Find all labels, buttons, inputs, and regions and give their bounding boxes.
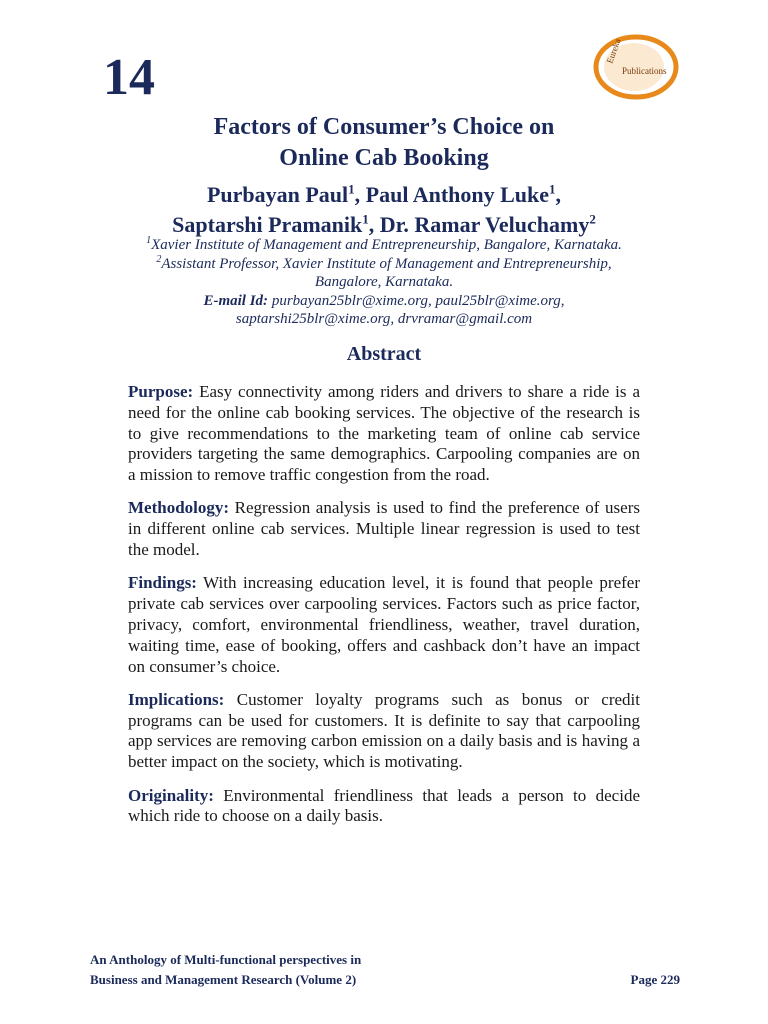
affiliation-1-sup: 1 xyxy=(146,235,152,246)
authors xyxy=(0,180,768,240)
purpose-label: Purpose: xyxy=(128,382,194,401)
chapter-number: 14 xyxy=(103,49,155,106)
implications-text: Customer loyalty programs such as bonus or credit programs can be used for customers. It is definite to say that carpooling app services are removing carbon emission on a daily basis and is having a better impact on the society, which is motivating. xyxy=(128,689,640,772)
publisher-logo xyxy=(592,34,680,100)
affiliation-1-text: Xavier Institute of Management and Entrepreneurship, Bangalore, Karnataka. xyxy=(151,237,622,253)
originality-label: Originality: xyxy=(128,785,214,805)
email-line-1 xyxy=(0,292,768,311)
page-number: Page 229 xyxy=(630,972,680,987)
title-line-2: Online Cab Booking xyxy=(279,145,489,171)
abstract-heading: Abstract xyxy=(346,343,422,365)
footer-line-1: An Anthology of Multi-functional perspectives in xyxy=(90,952,362,967)
author-4-sup: 2 xyxy=(589,211,596,227)
author-2-tail: , xyxy=(555,182,562,207)
abstract-originality xyxy=(128,786,640,828)
email-label: E-mail Id: xyxy=(203,292,269,309)
logo-text-eureka: Eureka xyxy=(604,37,623,65)
email-line-2: saptarshi25blr@xime.org, drvramar@gmail.com xyxy=(235,311,533,327)
findings-label: Findings: xyxy=(128,573,197,593)
originality-text: Environmental friendliness that leads a person to decide which ride to choose on a daily basis. xyxy=(128,785,640,826)
implications-label: Implications: xyxy=(128,689,225,709)
affiliation-1 xyxy=(0,236,768,255)
affiliation-2-text: Assistant Professor, Xavier Institute of Management and Entrepreneurship, xyxy=(161,255,612,272)
author-2: , Paul Anthony Luke xyxy=(354,182,550,207)
email-list-1: purbayan25blr@xime.org, paul25blr@xime.org, xyxy=(268,292,565,309)
title-line-1: Factors of Consumer’s Choice on xyxy=(213,114,555,140)
abstract-implications xyxy=(128,690,640,773)
abstract-findings xyxy=(128,573,640,677)
author-3-sup: 1 xyxy=(362,211,369,227)
authors-line-1 xyxy=(0,180,768,210)
author-4: , Dr. Ramar Veluchamy xyxy=(368,212,590,237)
findings-text: With increasing education level, it is found that people prefer private cab services over carpooling services. Factors such as price factor, privacy, comfort, environmental friendliness, weather, travel duration, waiting time, ease of booking, offers and cashback don’t have an impact on consumer’s choice. xyxy=(128,573,640,676)
affiliation-2-sup: 2 xyxy=(156,253,162,265)
abstract-body xyxy=(128,382,640,840)
footer-book-title xyxy=(90,950,361,990)
logo-text-publications: Publications xyxy=(622,66,667,76)
footer-line-2: Business and Management Research (Volume 2) xyxy=(90,972,357,987)
affiliations xyxy=(0,236,768,329)
affiliation-2-line-2: Bangalore, Karnataka. xyxy=(314,274,454,290)
author-1-sup: 1 xyxy=(348,181,355,197)
abstract-purpose xyxy=(128,382,640,486)
author-3: Saptarshi Pramanik xyxy=(172,212,363,237)
paper-title xyxy=(0,112,768,174)
author-2-sup: 1 xyxy=(549,181,556,197)
author-1: Purbayan Paul xyxy=(206,182,349,207)
abstract-methodology xyxy=(128,498,640,560)
purpose-text: Easy connectivity among riders and drivers to share a ride is a need for the online cab booking services. The objective of the research is to give recommendations to the marketing team of online cab service providers targeting the same demographics. Carpooling companies are on a mission to remove traffic congestion from the road. xyxy=(128,382,640,485)
methodology-text: Regression analysis is used to find the preference of users in different online cab services. Multiple linear regression is used to test the model. xyxy=(128,498,640,560)
affiliation-2 xyxy=(0,255,768,274)
methodology-label: Methodology: xyxy=(128,498,230,518)
